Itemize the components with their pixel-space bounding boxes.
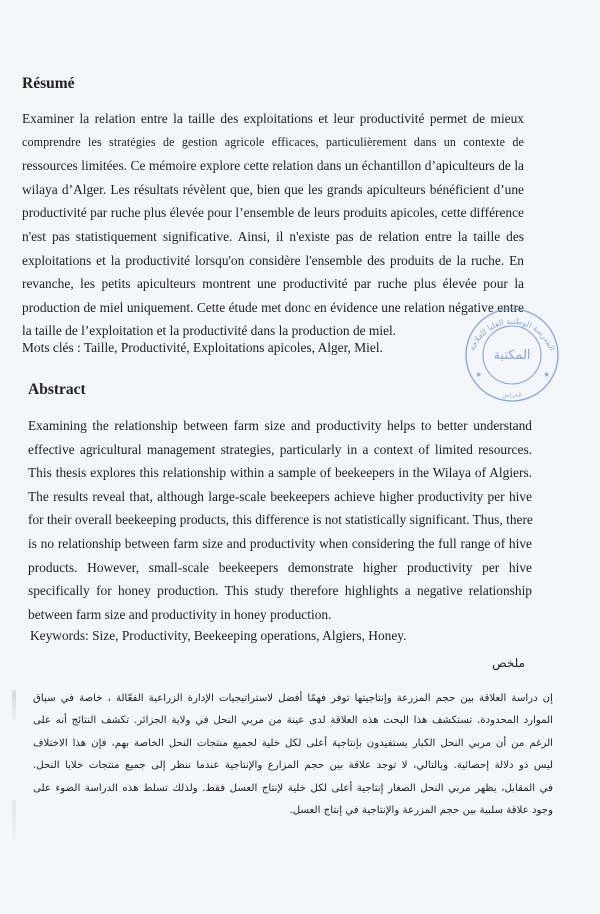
resume-line: production de miel uniquement. Cette étude met donc en évidence une relation négative entre	[22, 299, 524, 315]
resume-line: n'est pas statistiquement significative. Ainsi, il n'existe pas de relation entre la taille des	[22, 228, 524, 244]
abstract-line: Examining the relationship between farm size and productivity helps to better understand	[28, 418, 532, 433]
svg-text:المدرسة الوطنية العليا للفلاحة	[468, 317, 557, 352]
resume-line: wilaya d’Alger. Les résultats révèlent que, bien que les grands apiculteurs bénéficient d’une	[22, 181, 524, 197]
arabic-line: الرغم من أن مربي النحل الكبار يستفيدون بإنتاجية أعلى لكل خلية لجميع منتجات النحل الخاصة بهم، فإن هذا الاختلاف	[33, 737, 553, 749]
abstract-keywords: Keywords: Size, Productivity, Beekeeping operations, Algiers, Honey.	[30, 628, 407, 643]
arabic-line: ليس ذو دلالة إحصائية. وبالتالي، لا توجد علاقة بين حجم المزارع والإنتاجية عندما ننظر إلى جميع منتجات خلايا النحل.	[33, 760, 553, 772]
stamp-ring-text: المدرسة الوطنية العليا للفلاحة	[467, 316, 557, 352]
abstract-line: products. However, small-scale beekeepers demonstrate higher productivity per hive	[28, 559, 532, 575]
svg-text:★: ★	[475, 370, 483, 379]
abstract-line: is no relationship between farm size and productivity when considering the full range of hive	[28, 535, 532, 551]
svg-text:★: ★	[543, 370, 551, 379]
arabic-line: وجود علاقة سلبية بين حجم المزرعة والإنتاجية في إنتاج العسل.	[289, 805, 553, 817]
resume-line: exploitations et la productivité lorsqu'on considère l'ensemble des produits de la ruche. En	[22, 252, 524, 268]
abstract-line: The results reveal that, although large-scale beekeepers achieve higher productivity per hive	[28, 488, 532, 504]
resume-line: productivité par ruche plus élevée pour l’ensemble de leurs produits apicoles, cette différence	[22, 205, 524, 221]
resume-heading: Résumé	[22, 75, 75, 92]
abstract-line: effective agricultural management strategies, particularly in a context of limited resources.	[28, 441, 532, 457]
resume-line: ressources limitées. Ce mémoire explore cette relation dans un échantillon d’apiculteurs de la	[22, 158, 524, 174]
scan-artifact	[12, 690, 16, 720]
resume-paragraph	[22, 107, 524, 343]
scan-artifact	[12, 800, 16, 840]
abstract-line: for their overall beekeeping products, this difference is not statistically significant. Thus, there	[28, 512, 533, 528]
stamp-bottom-text: الحراش	[502, 392, 522, 399]
arabic-summary-paragraph	[33, 688, 553, 822]
resume-keywords: Mots clés : Taille, Productivité, Exploitations apicoles, Alger, Miel.	[22, 340, 383, 355]
abstract-paragraph	[28, 414, 532, 626]
arabic-summary-heading: ملخص	[492, 656, 525, 670]
library-stamp-icon	[463, 293, 561, 413]
resume-line: la taille de l’exploitation et la productivité dans la production de miel.	[22, 323, 397, 339]
arabic-line: في المقابل، يظهر مربي النحل الصغار إنتاجية أعلى لكل خلية لإنتاج العسل فقط. ولذلك تسلط هذه الدراسة الضوء على	[33, 782, 553, 794]
resume-line: Examiner la relation entre la taille des exploitations et leur productivité permet de mieux	[22, 111, 524, 126]
resume-line: revanche, les petits apiculteurs montrent une productivité par ruche plus élevée pour la	[22, 276, 524, 292]
abstract-line: between farm size and productivity in honey production.	[28, 606, 332, 622]
abstract-line: specifically for honey production. This study therefore highlights a negative relationship	[28, 583, 532, 599]
stamp-center-text: المكتبة	[493, 348, 531, 363]
abstract-line: This thesis explores this relationship within a sample of beekeepers in the Wilaya of Algiers.	[28, 465, 532, 481]
arabic-line: إن دراسة العلاقة بين حجم المزرعة وإنتاجيتها توفر فهمًا أفضل لاستراتيجيات الإدارة الزراعية الفعّالة ، خاصة في سياق	[33, 693, 553, 704]
resume-line: comprendre les stratégies de gestion agricole efficaces, particulièrement dans un contexte de	[22, 134, 524, 149]
abstract-heading: Abstract	[28, 381, 86, 398]
arabic-line: الموارد المحدودة. تستكشف هذا البحث هذه العلاقة لدى عينة من مربي النحل في ولاية الجزائر. تكشف النتائج أنه على	[33, 715, 553, 727]
